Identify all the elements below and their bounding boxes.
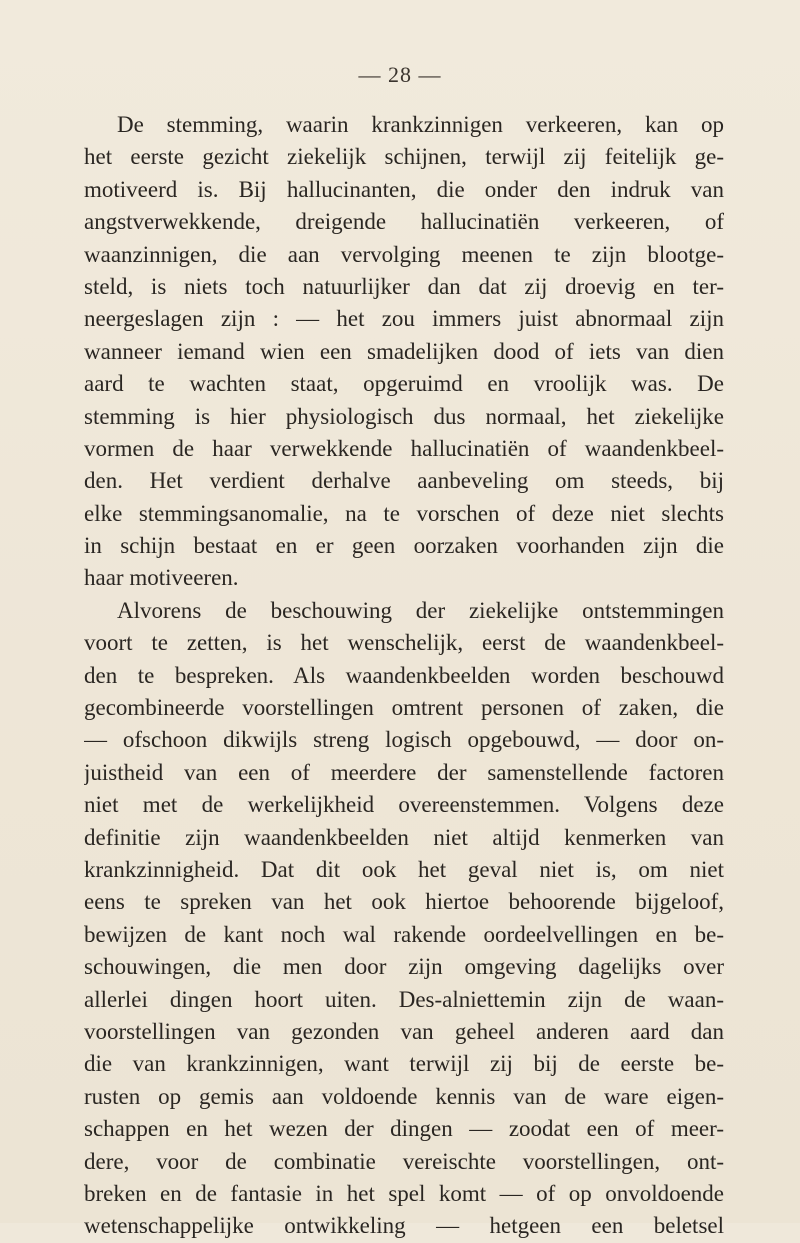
text-line: eens te spreken van het ook hiertoe behoorende bijgeloof,: [84, 889, 724, 915]
text-line: breken en de fantasie in het spel komt — of op onvoldoende: [84, 1180, 724, 1206]
text-line: angstverwekkende, dreigende hallucinatiën verkeeren, of: [84, 209, 724, 235]
text-line: aard te wachten staat, opgeruimd en vroolijk was. De: [84, 371, 724, 397]
text-line: allerlei dingen hoort uiten. Des-alniettemin zijn de waan-: [84, 986, 724, 1012]
text-line: wetenschappelijke ontwikkeling — hetgeen een beletsel: [84, 1213, 724, 1239]
text-line: — ofschoon dikwijls streng logisch opgebouwd, — door on-: [84, 727, 724, 753]
text-line: in schijn bestaat en er geen oorzaken voorhanden zijn die: [84, 533, 724, 559]
text-line: dere, voor de combinatie vereischte voorstellingen, ont-: [84, 1148, 724, 1174]
text-line: steld, is niets toch natuurlijker dan dat zij droevig en ter-: [84, 273, 724, 299]
text-line: schappen en het wezen der dingen — zoodat een of meer-: [84, 1116, 724, 1142]
text-line: vormen de haar verwekkende hallucinatiën of waandenkbeel-: [84, 435, 724, 461]
text-line: gecombineerde voorstellingen omtrent personen of zaken, die: [84, 695, 724, 721]
text-line: rusten op gemis aan voldoende kennis van de ware eigen-: [84, 1083, 724, 1109]
text-line: schouwingen, die men door zijn omgeving dagelijks over: [84, 954, 724, 980]
text-line: het eerste gezicht ziekelijk schijnen, terwijl zij feitelijk ge-: [84, 144, 724, 170]
text-line: elke stemmingsanomalie, na te vorschen of deze niet slechts: [84, 500, 724, 526]
page-number: — 28 —: [358, 62, 442, 87]
text-line: Alvorens de beschouwing der ziekelijke ontstemmingen: [117, 597, 724, 623]
text-line: wanneer iemand wien een smadelijken dood of iets van dien: [84, 338, 724, 364]
text-line: bewijzen de kant noch wal rakende oordeelvellingen en be-: [84, 921, 724, 947]
text-line: krankzinnigheid. Dat dit ook het geval niet is, om niet: [84, 856, 724, 882]
text-line: voorstellingen van gezonden van geheel anderen aard dan: [84, 1018, 724, 1044]
body-text: [84, 109, 724, 1243]
text-line: die van krankzinnigen, want terwijl zij bij de eerste be-: [84, 1051, 724, 1077]
text-line: definitie zijn waandenkbeelden niet altijd kenmerken van: [84, 824, 724, 850]
text-line: den. Het verdient derhalve aanbeveling om steeds, bij: [84, 468, 724, 494]
text-line: stemming is hier physiologisch dus normaal, het ziekelijke: [84, 403, 724, 429]
text-line: neergeslagen zijn : — het zou immers juist abnormaal zijn: [84, 306, 724, 332]
text-line: voort te zetten, is het wenschelijk, eerst de waandenkbeel-: [84, 630, 724, 656]
text-line: haar motiveeren.: [84, 565, 239, 591]
text-line: motiveerd is. Bij hallucinanten, die onder den indruk van: [84, 176, 724, 202]
text-line: niet met de werkelijkheid overeenstemmen. Volgens deze: [84, 792, 724, 818]
text-line: De stemming, waarin krankzinnigen verkeeren, kan op: [117, 112, 724, 137]
text-line: waanzinnigen, die aan vervolging meenen te zijn blootge-: [84, 241, 724, 267]
text-line: den te bespreken. Als waandenkbeelden worden beschouwd: [84, 662, 724, 688]
text-line: juistheid van een of meerdere der samenstellende factoren: [84, 759, 724, 785]
